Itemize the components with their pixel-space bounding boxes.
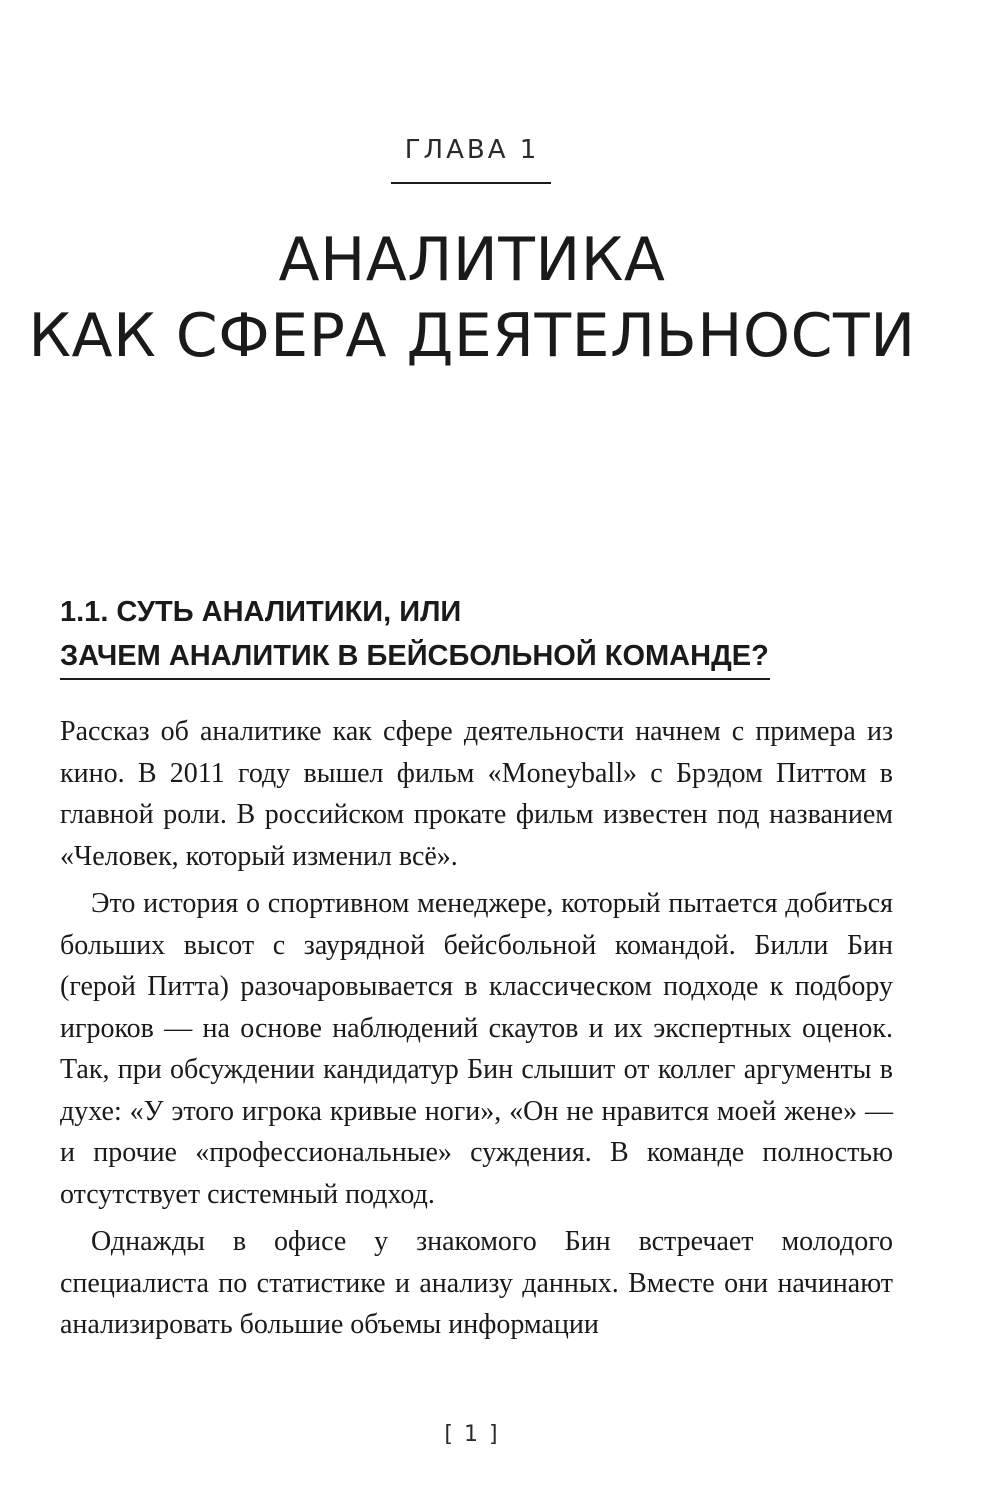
chapter-label: ГЛАВА 1 (404, 135, 540, 165)
chapter-title (0, 222, 944, 374)
chapter-label-underline (391, 182, 551, 184)
paragraph-2: Это история о спортивном менеджере, который пытается добиться больших высот с заурядной бейсбольной командой. Билли Бин (герой Питта) разочаровывается в классическом подходе к подбору игроков — на основе наблюдений скаутов и их экспертных оценок. Так, при обсуждении кандидатур Бин слышит от коллег аргументы в духе: «У этого игрока кривые ноги», «Он не нравится моей жене» — и прочие «профессиональные» суждения. В команде полностью отсутствует системный подход. (60, 888, 893, 1210)
paragraph-1: Рассказ об аналитике как сфере деятельности начнем с примера из кино. В 2011 году вышел фильм «Moneyball» с Брэдом Питтом в главной роли. В российском прокате фильм известен под названием «Человек, который изменил всё». (60, 716, 893, 872)
section-heading (60, 590, 800, 678)
chapter-title-line-2: КАК СФЕРА ДЕЯТЕЛЬНОСТИ (28, 301, 916, 371)
paragraph-3: Однажды в офисе у знакомого Бин встречает молодого специалиста по статистике и анализу данных. Вместе они начинают анализировать большие объемы информации (60, 1226, 893, 1340)
body-text (60, 711, 893, 1346)
chapter-title-line-1: АНАЛИТИКА (278, 225, 666, 295)
section-heading-underline (60, 678, 770, 680)
section-heading-line-2: ЗАЧЕМ АНАЛИТИК В БЕЙСБОЛЬНОЙ КОМАНДЕ? (60, 640, 769, 672)
section-heading-line-1: 1.1. СУТЬ АНАЛИТИКИ, ИЛИ (60, 596, 462, 628)
page-number: [ 1 ] (444, 1422, 500, 1447)
